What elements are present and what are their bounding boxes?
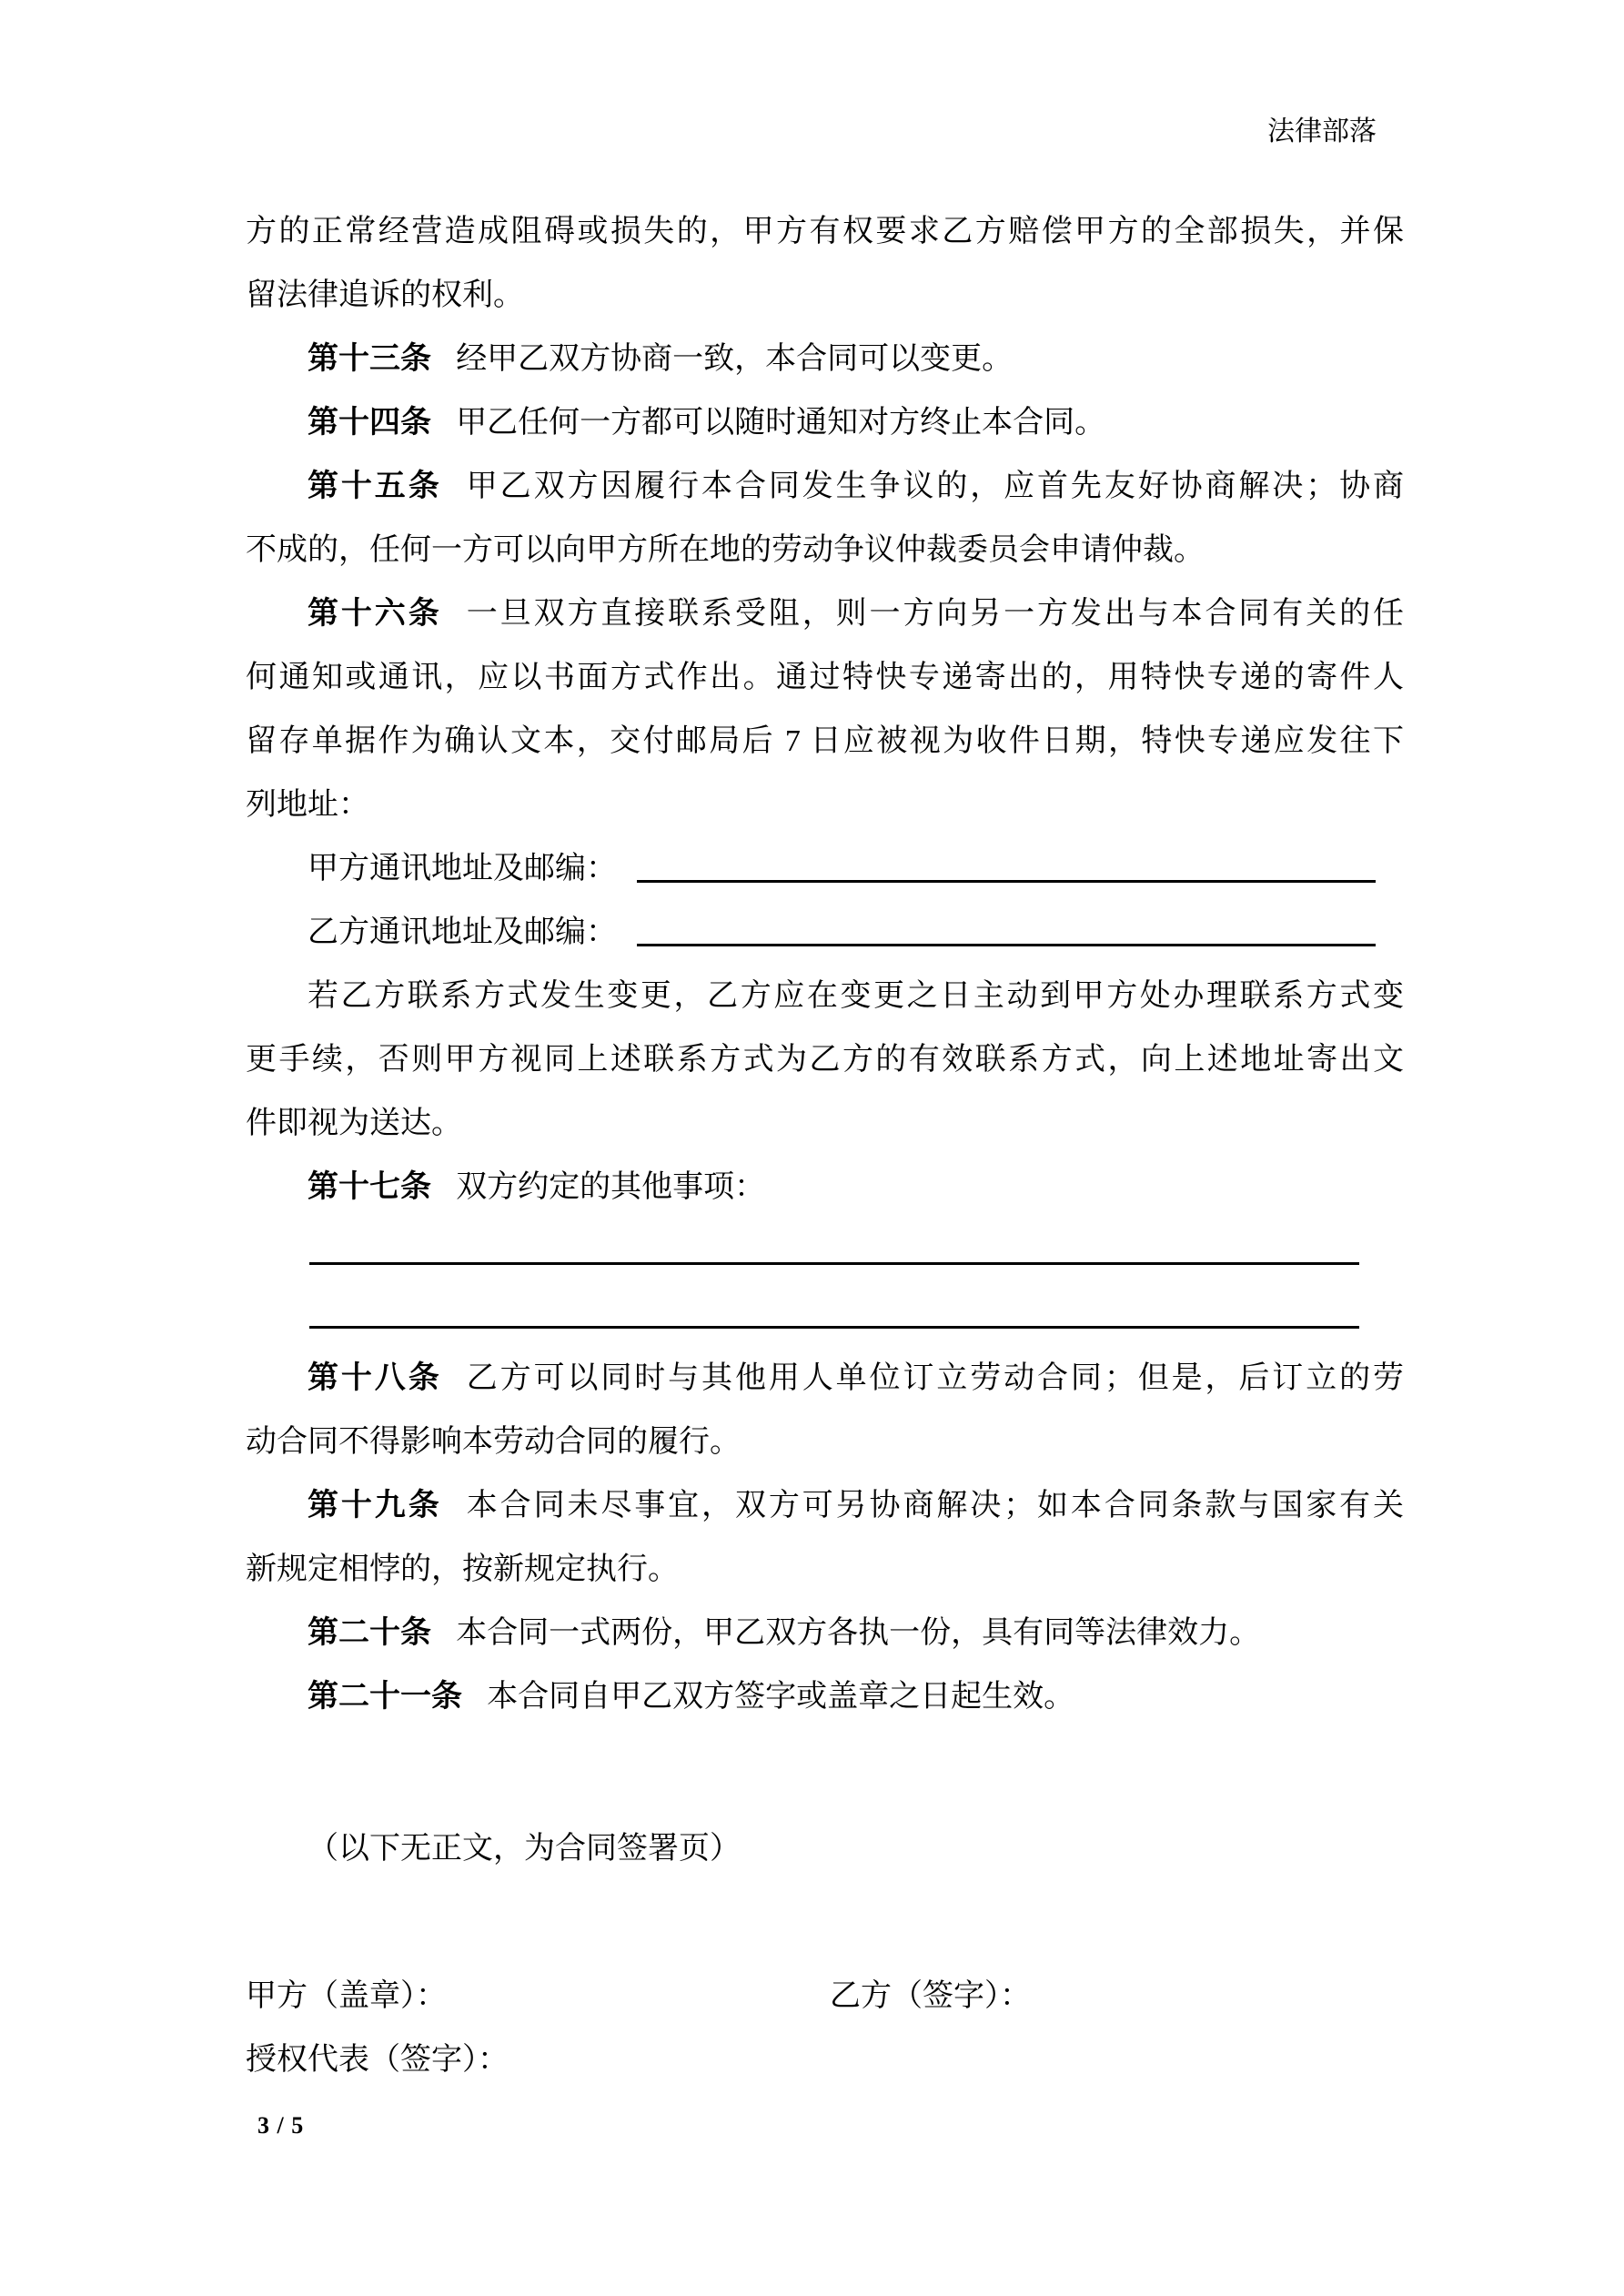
article-number: 第十六条	[308, 597, 442, 631]
article-number: 第十七条	[308, 1170, 431, 1204]
contract-line	[246, 582, 1404, 646]
line-text: 留法律追诉的权利。	[246, 278, 524, 312]
article-number: 第十九条	[308, 1489, 442, 1522]
contract-line	[246, 837, 1404, 901]
article-number: 第十五条	[308, 470, 442, 503]
line-text: 更手续，否则甲方视同上述联系方式为乙方的有效联系方式，向上述地址寄出文	[246, 1043, 1404, 1077]
blank-underline	[309, 1326, 1359, 1329]
contract-line	[246, 710, 1404, 774]
signature-row	[246, 1965, 1404, 2028]
contract-lines	[246, 200, 1404, 1729]
contract-line	[246, 1411, 1404, 1474]
page-number: 3 / 5	[257, 2112, 305, 2139]
line-text: 一旦双方直接联系受阻，则一方向另一方发出与本合同有关的任	[466, 597, 1405, 631]
article-number: 第十三条	[308, 342, 431, 376]
contract-line	[246, 200, 1404, 264]
line-text: 何通知或通讯，应以书面方式作出。通过特快专递寄出的，用特快专递的寄件人	[246, 661, 1404, 694]
line-text: 件即视为送达。	[246, 1107, 462, 1140]
contract-line	[246, 1028, 1404, 1092]
line-text: 方的正常经营造成阻碍或损失的，甲方有权要求乙方赔偿甲方的全部损失，并保	[246, 215, 1404, 248]
contract-line	[246, 1602, 1404, 1665]
blank-underline	[637, 944, 1376, 946]
line-text: 经甲乙双方协商一致，本合同可以变更。	[456, 342, 1014, 376]
line-text: 本合同一式两份，甲乙双方各执一份，具有同等法律效力。	[456, 1616, 1261, 1650]
contract-line	[246, 901, 1404, 965]
no-body-text-note: （以下无正文，为合同签署页）	[308, 1832, 741, 1866]
blank-underline	[309, 1262, 1359, 1265]
line-text: 不成的，任何一方可以向甲方所在地的劳动争议仲裁委员会申请仲裁。	[246, 533, 1205, 567]
header-brand: 法律部落	[1267, 116, 1377, 147]
contract-line	[246, 391, 1404, 455]
contract-line	[246, 1474, 1404, 1538]
line-text: 列地址：	[246, 788, 369, 822]
article-number: 第十四条	[308, 406, 431, 440]
contract-line	[246, 1092, 1404, 1156]
line-text: 甲乙任何一方都可以随时通知对方终止本合同。	[456, 406, 1106, 440]
party-a-seal-label: 甲方（盖章）：	[246, 1979, 447, 2013]
contract-line	[246, 264, 1404, 328]
line-text: 留存单据作为确认文本，交付邮局后 7 日应被视为收件日期，特快专递应发往下	[246, 724, 1404, 758]
contract-line	[246, 1219, 1404, 1283]
line-text: 乙方可以同时与其他用人单位订立劳动合同；但是，后订立的劳	[466, 1361, 1405, 1395]
contract-line	[246, 1156, 1404, 1219]
line-text: 本合同自甲乙双方签字或盖章之日起生效。	[487, 1680, 1075, 1714]
contract-line	[246, 1283, 1404, 1347]
contract-line	[246, 646, 1404, 710]
contract-line	[246, 965, 1404, 1028]
footer	[246, 2092, 1404, 2156]
article-number: 第十八条	[308, 1361, 442, 1395]
line-text: 新规定相悖的，按新规定执行。	[246, 1553, 679, 1586]
contract-line	[246, 1347, 1404, 1411]
line-text: 动合同不得影响本劳动合同的履行。	[246, 1425, 741, 1459]
line-text: 乙方通讯地址及邮编：	[308, 915, 617, 949]
line-text: 双方约定的其他事项：	[456, 1170, 766, 1204]
contract-body	[246, 200, 1404, 2156]
contract-line	[246, 1538, 1404, 1602]
contract-line	[246, 1665, 1404, 1729]
line-text: 甲乙双方因履行本合同发生争议的，应首先友好协商解决；协商	[466, 470, 1405, 503]
line-text: 甲方通讯地址及邮编：	[308, 852, 617, 885]
blank-underline	[637, 880, 1376, 883]
line-text: 本合同未尽事宜，双方可另协商解决；如本合同条款与国家有关	[466, 1489, 1405, 1522]
article-number: 第二十条	[308, 1616, 431, 1650]
contract-line	[246, 328, 1404, 391]
line-text: 若乙方联系方式发生变更，乙方应在变更之日主动到甲方处办理联系方式变	[308, 979, 1404, 1013]
article-number: 第二十一条	[308, 1680, 462, 1714]
party-b-sign-label: 乙方（签字）：	[830, 1979, 1031, 2013]
contract-line	[246, 774, 1404, 837]
contract-line	[246, 455, 1404, 519]
authorized-rep-label: 授权代表（签字）：	[246, 2043, 509, 2077]
contract-line	[246, 519, 1404, 582]
